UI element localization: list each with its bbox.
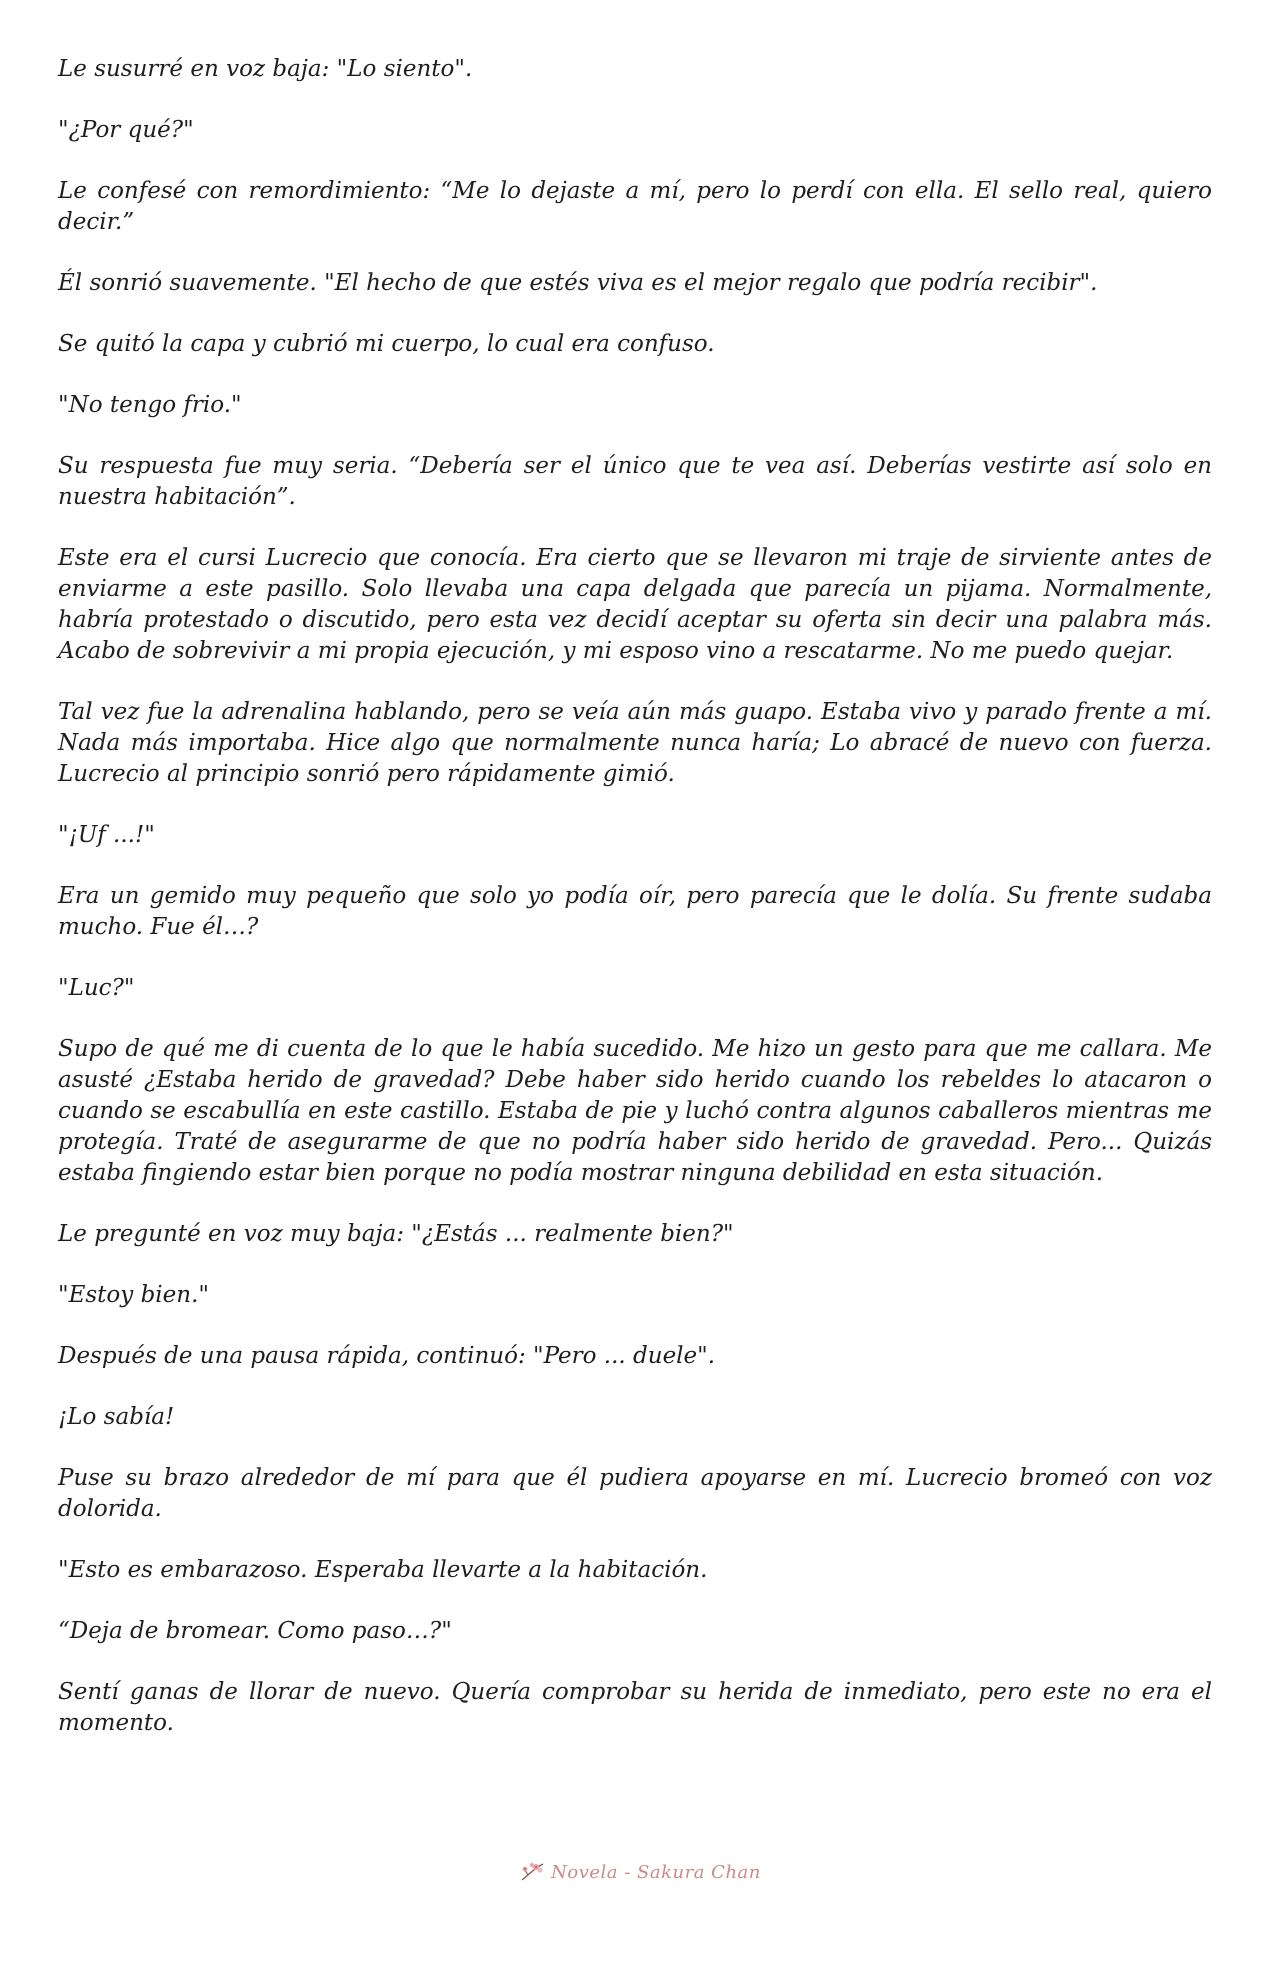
paragraph: Su respuesta fue muy seria. “Debería ser el único que te vea así. Deberías vestirte así solo en nuestra habitación”. — [58, 453, 1212, 510]
cherry-blossom-icon — [519, 1860, 545, 1884]
footer-watermark — [0, 1852, 1280, 1892]
paragraph: "No tengo frio." — [58, 392, 242, 418]
paragraph: Le confesé con remordimiento: “Me lo dejaste a mí, pero lo perdí con ella. El sello real, quiero decir.” — [58, 178, 1212, 235]
paragraph: Era un gemido muy pequeño que solo yo podía oír, pero parecía que le dolía. Su frente sudaba mucho. Fue él…? — [58, 883, 1212, 940]
paragraph: "Estoy bien." — [58, 1282, 209, 1308]
paragraph: Después de una pausa rápida, continuó: "Pero ... duele". — [58, 1343, 716, 1369]
paragraph: ¡Lo sabía! — [58, 1404, 175, 1430]
document-body — [58, 54, 1212, 1769]
paragraph: "¿Por qué?" — [58, 117, 194, 143]
paragraph: "¡Uf ...!" — [58, 822, 155, 848]
paragraph: Le pregunté en voz muy baja: "¿Estás ... realmente bien?" — [58, 1221, 734, 1247]
paragraph: Puse su brazo alrededor de mí para que él pudiera apoyarse en mí. Lucrecio bromeó con voz dolorida. — [58, 1465, 1212, 1522]
paragraph: Él sonrió suavemente. "El hecho de que estés viva es el mejor regalo que podría recibir". — [58, 270, 1098, 296]
footer-text: Novela - Sakura Chan — [551, 1861, 761, 1883]
paragraph: Se quitó la capa y cubrió mi cuerpo, lo cual era confuso. — [58, 331, 715, 357]
paragraph: Le susurré en voz baja: "Lo siento". — [58, 56, 473, 82]
paragraph: “Deja de bromear. Como paso…?" — [58, 1618, 452, 1644]
paragraph: "Esto es embarazoso. Esperaba llevarte a la habitación. — [58, 1557, 708, 1583]
paragraph: Tal vez fue la adrenalina hablando, pero se veía aún más guapo. Estaba vivo y parado frente a mí. Nada más importaba. Hice algo que normalmente nunca haría; Lo abracé de nuevo con fuerza. Lucrecio al principio sonrió pero rápidamente gimió. — [58, 699, 1212, 787]
paragraph: Este era el cursi Lucrecio que conocía. Era cierto que se llevaron mi traje de sirviente antes de enviarme a este pasillo. Solo llevaba una capa delgada que parecía un pijama. Normalmente, habría protestado o discutido, pero esta vez decidí aceptar su oferta sin decir una palabra más. Acabo de sobrevivir a mi propia ejecución, y mi esposo vino a rescatarme. No me puedo quejar. — [58, 545, 1212, 664]
paragraph: Sentí ganas de llorar de nuevo. Quería comprobar su herida de inmediato, pero este no era el momento. — [58, 1679, 1212, 1736]
paragraph: Supo de qué me di cuenta de lo que le había sucedido. Me hizo un gesto para que me callara. Me asusté ¿Estaba herido de gravedad? Debe haber sido herido cuando los rebeldes lo atacaron o cuando se escabullía en este castillo. Estaba de pie y luchó contra algunos caballeros mientras me protegía. Traté de asegurarme de que no podría haber sido herido de gravedad. Pero... Quizás estaba fingiendo estar bien porque no podía mostrar ninguna debilidad en esta situación. — [58, 1036, 1212, 1186]
paragraph: "Luc?" — [58, 975, 135, 1001]
